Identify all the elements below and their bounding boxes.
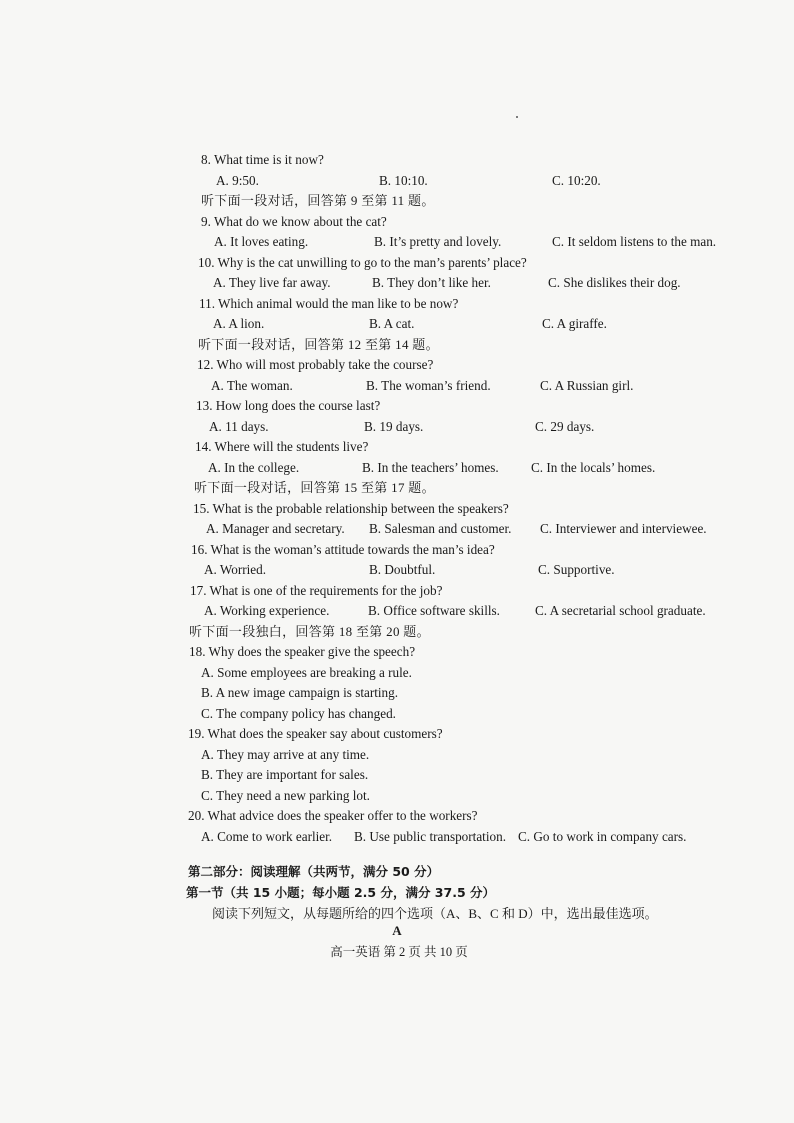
option-c: C. 29 days. xyxy=(535,418,595,434)
option-a: A. 11 days. xyxy=(209,418,269,434)
question-line: C. The company policy has changed. xyxy=(201,705,396,721)
question-line: B. They are important for sales. xyxy=(201,767,369,782)
option-b: B. 10:10. xyxy=(379,172,428,188)
options-row xyxy=(0,273,794,294)
option-a: A. Manager and secretary. xyxy=(206,521,345,536)
options-row xyxy=(0,171,794,192)
question-line: 8. What time is it now? xyxy=(201,152,324,167)
option-b: B. They don’t like her. xyxy=(372,275,491,290)
scan-speck xyxy=(516,116,518,118)
question-line: 11. Which animal would the man like to be now? xyxy=(199,295,459,311)
option-c: C. It seldom listens to the man. xyxy=(552,234,717,249)
option-a: A. It loves eating. xyxy=(214,234,309,249)
option-b: B. Salesman and customer. xyxy=(369,521,512,536)
question-line: 18. Why does the speaker give the speech? xyxy=(189,644,416,659)
section-instruction: 听下面一段对话，回答第 15 至第 17 题。 xyxy=(194,480,435,495)
option-c: C. A Russian girl. xyxy=(540,377,634,393)
options-row xyxy=(0,458,794,479)
option-c: C. Supportive. xyxy=(538,562,615,577)
question-line: 9. What do we know about the cat? xyxy=(201,213,387,229)
question-line: 10. Why is the cat unwilling to go to the man’s parents’ place? xyxy=(198,254,527,270)
option-b: B. Office software skills. xyxy=(368,603,500,618)
option-b: B. 19 days. xyxy=(364,418,424,434)
section-instruction: 听下面一段独白，回答第 18 至第 20 题。 xyxy=(189,623,430,639)
question-line: 17. What is one of the requirements for the job? xyxy=(190,582,443,598)
option-c: C. Interviewer and interviewee. xyxy=(540,521,707,536)
options-row xyxy=(0,560,794,581)
options-row xyxy=(0,519,794,540)
question-line: A. They may arrive at any time. xyxy=(201,746,370,762)
option-c: C. In the locals’ homes. xyxy=(531,459,656,475)
option-a: A. In the college. xyxy=(208,459,300,475)
section-instruction: 听下面一段对话，回答第 12 至第 14 题。 xyxy=(198,336,439,352)
reading-instruction: 阅读下列短文，从每题所给的四个选项（A、B、C 和 D）中，选出最佳选项。 xyxy=(212,906,658,921)
option-a: A. 9:50. xyxy=(216,172,259,188)
question-line: 12. Who will most probably take the course? xyxy=(197,357,434,372)
option-a: A. A lion. xyxy=(213,316,265,331)
option-b: B. A cat. xyxy=(369,316,415,331)
options-row xyxy=(0,601,794,622)
option-b: B. Doubtful. xyxy=(369,562,436,577)
option-a: A. Working experience. xyxy=(204,603,330,618)
question-line: 14. Where will the students live? xyxy=(195,439,369,454)
option-c: C. Go to work in company cars. xyxy=(518,828,687,844)
question-line: A. Some employees are breaking a rule. xyxy=(201,664,412,680)
options-row xyxy=(0,376,794,397)
passage-label: A xyxy=(392,923,402,938)
section-instruction: 听下面一段对话，回答第 9 至第 11 题。 xyxy=(201,193,435,208)
options-row xyxy=(0,232,794,253)
question-line: 15. What is the probable relationship between the speakers? xyxy=(193,500,509,516)
option-a: A. Worried. xyxy=(204,562,267,577)
question-line: 13. How long does the course last? xyxy=(196,398,381,413)
option-c: C. A secretarial school graduate. xyxy=(535,603,706,618)
question-line: 19. What does the speaker say about customers? xyxy=(188,726,443,741)
options-row xyxy=(0,314,794,335)
question-line: B. A new image campaign is starting. xyxy=(201,685,399,700)
option-c: C. A giraffe. xyxy=(542,316,607,331)
section-one-header: 第一节（共 15 小题；每小题 2.5 分，满分 37.5 分） xyxy=(186,885,495,900)
option-a: A. They live far away. xyxy=(213,275,331,290)
option-b: B. The woman’s friend. xyxy=(366,377,491,393)
option-c: C. She dislikes their dog. xyxy=(548,275,681,290)
part-two-header: 第二部分：阅读理解（共两节，满分 50 分） xyxy=(188,864,440,879)
listening-questions xyxy=(0,150,794,847)
page-footer: 高一英语 第 2 页 共 10 页 xyxy=(330,945,468,959)
question-line: 20. What advice does the speaker offer to the workers? xyxy=(188,808,478,823)
option-c: C. 10:20. xyxy=(552,172,601,188)
option-a: A. Come to work earlier. xyxy=(201,828,333,844)
question-line: C. They need a new parking lot. xyxy=(201,787,370,803)
options-row xyxy=(0,827,794,848)
option-b: B. Use public transportation. xyxy=(354,828,506,844)
question-line: 16. What is the woman’s attitude towards the man’s idea? xyxy=(191,541,495,557)
option-a: A. The woman. xyxy=(211,377,293,393)
option-b: B. In the teachers’ homes. xyxy=(362,459,499,475)
option-b: B. It’s pretty and lovely. xyxy=(374,234,502,249)
options-row xyxy=(0,417,794,438)
